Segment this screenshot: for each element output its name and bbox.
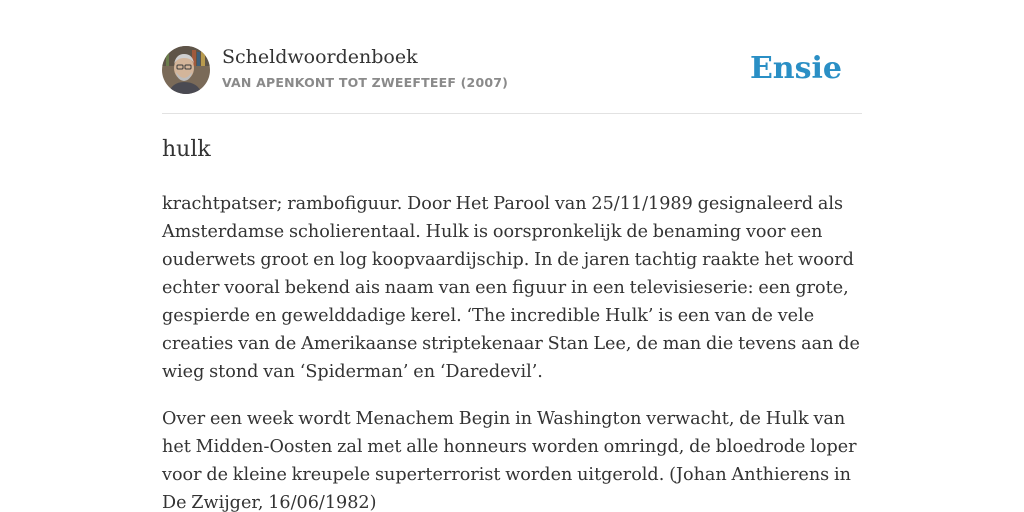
definition-paragraph: krachtpatser; rambofiguur. Door Het Parool van 25/11/1989 gesignaleerd als Amsterdamse scholierentaal. Hulk is oorspronkelijk de benaming voor een ouderwets groot en log koopvaardijschip. In de jaren tachtig raakte het woord echter vooral bekend ais naam van een figuur in een televisieserie: een grote, gespierde en gewelddadige kerel. ‘The incredible Hulk’ is een van de vele creaties van de Amerikaanse striptekenaar Stan Lee, de man die tevens aan de wieg stond van ‘Spiderman’ en ‘Daredevil’.	[162, 194, 860, 382]
quotation-paragraph: Over een week wordt Menachem Begin in Washington verwacht, de Hulk van het Midden-Oosten zal met alle honneurs worden omringd, de bloedrode loper voor de kleine kreupele superterrorist worden uitgerold. (Johan Anthierens in De Zwijger, 16/06/1982)	[162, 409, 857, 512]
author-avatar[interactable]	[162, 46, 210, 94]
source-title[interactable]: Scheldwoordenboek	[222, 46, 418, 68]
source-subtitle: VAN APENKONT TOT ZWEEFTEEF (2007)	[222, 75, 509, 90]
entry-headword: hulk	[162, 137, 211, 162]
ensie-logo[interactable]: Ensie	[749, 51, 842, 86]
header-divider	[162, 113, 862, 114]
entry-content	[162, 190, 862, 512]
source-header	[162, 46, 862, 96]
